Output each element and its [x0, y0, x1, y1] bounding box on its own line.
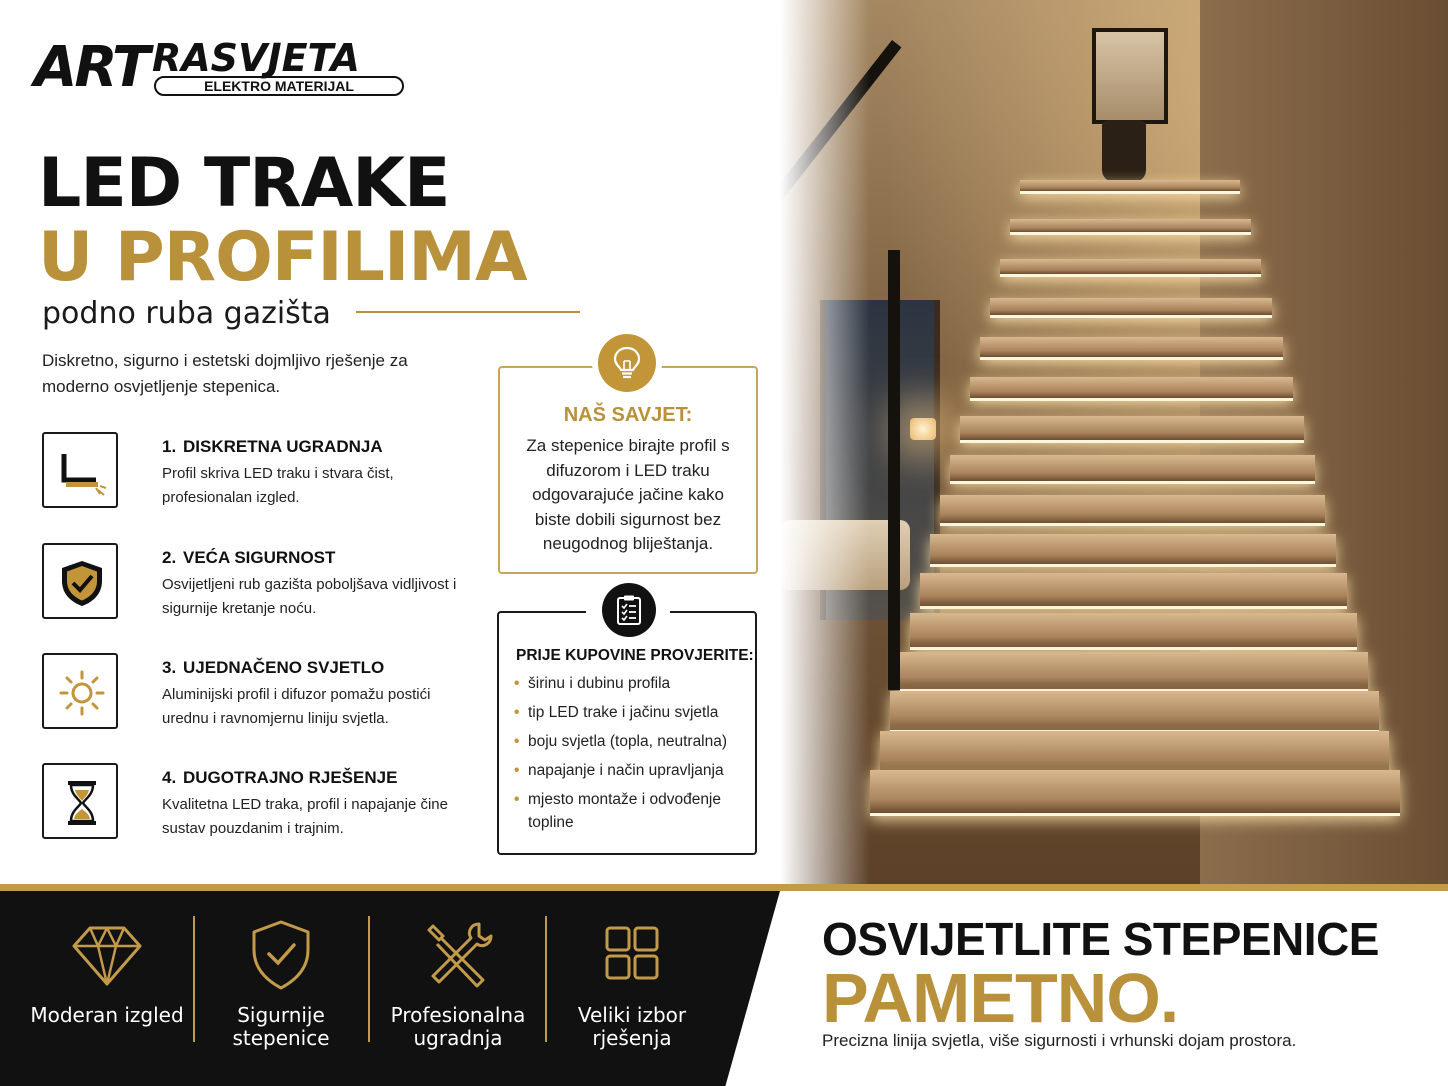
tip-title: NAŠ SAVJET:	[563, 404, 693, 426]
headline-line1: LED TRAKE	[38, 144, 450, 223]
photo-step	[990, 298, 1272, 318]
checklist-badge	[602, 583, 656, 637]
feature-title: VEĆA SIGURNOST	[183, 548, 336, 567]
logo-tagline: ELEKTRO MATERIJAL	[154, 76, 404, 96]
feature-item	[42, 432, 472, 512]
checklist-item: • tip LED trake i jačinu svjetla	[514, 701, 750, 724]
feature-icon-box	[42, 543, 118, 619]
subtitle-divider	[356, 311, 580, 313]
feature-title: DUGOTRAJNO RJEŠENJE	[183, 768, 398, 787]
cta-line1: OSVIJETLITE STEPENICE	[822, 913, 1379, 965]
benefit-item	[196, 918, 366, 1058]
cta-line2: PAMETNO.	[822, 959, 1179, 1037]
feature-text: Profil skriva LED traku i stvara čist, profesionalan izgled.	[162, 465, 394, 506]
feature-text: Osvijetljeni rub gazišta poboljšava vidljivost i sigurnije kretanje noću.	[162, 576, 457, 617]
benefit-item	[547, 918, 717, 1058]
photo-step	[880, 731, 1389, 775]
feature-number: 3.	[162, 658, 177, 677]
photo-step	[1010, 219, 1251, 235]
feature-item	[42, 653, 472, 733]
shield-check-icon	[244, 918, 318, 992]
photo-step	[920, 573, 1347, 608]
feature-text: Kvalitetna LED traka, profil i napajanje čine sustav pouzdanim i trajnim.	[162, 796, 448, 837]
lightbulb-icon	[612, 346, 642, 380]
photo-step	[1000, 259, 1261, 277]
logo-art: ART	[34, 35, 148, 100]
hourglass-icon	[56, 777, 108, 829]
photo-step	[900, 652, 1368, 692]
photo-step	[940, 495, 1325, 526]
checklist-item: • napajanje i način upravljanja	[514, 759, 750, 782]
staircase-photo	[780, 0, 1448, 886]
benefit-label: Sigurnije stepenice	[232, 1003, 330, 1050]
checklist-title: PRIJE KUPOVINE PROVJERITE:	[516, 647, 754, 664]
feature-number: 1.	[162, 437, 177, 456]
checklist-item: • širinu i dubinu profila	[514, 672, 750, 695]
photo-plant-pot	[1102, 120, 1146, 182]
feature-text: Aluminijski profil i difuzor pomažu postići urednu i ravnomjernu liniju svjetla.	[162, 686, 431, 727]
logo-name: RASVJETA	[152, 36, 360, 80]
photo-step	[1020, 180, 1240, 194]
checklist-item: • boju svjetla (topla, neutralna)	[514, 730, 750, 753]
benefit-label: Veliki izbor rješenja	[577, 1003, 687, 1050]
photo-step	[930, 534, 1336, 567]
feature-icon-box	[42, 653, 118, 729]
tools-icon	[421, 918, 495, 992]
feature-number: 2.	[162, 548, 177, 567]
diamond-icon	[70, 918, 144, 992]
cta-text: Precizna linija svjetla, više sigurnosti i vrhunski dojam prostora.	[822, 1031, 1297, 1050]
photo-lamp	[910, 418, 936, 440]
benefit-item	[22, 918, 192, 1058]
checklist-item: • mjesto montaže i odvođenje topline	[514, 788, 750, 834]
photo-handrail-post	[888, 250, 900, 690]
tip-badge	[598, 334, 656, 392]
photo-step	[980, 337, 1283, 360]
checklist-list	[514, 672, 750, 840]
benefit-item	[373, 918, 543, 1058]
photo-step	[970, 377, 1293, 402]
feature-title: UJEDNAČENO SVJETLO	[183, 658, 385, 677]
photo-step	[910, 613, 1357, 650]
feature-icon-box	[42, 432, 118, 508]
grid-icon	[595, 918, 669, 992]
feature-title: DISKRETNA UGRADNJA	[183, 437, 383, 456]
intro-text: Diskretno, sigurno i estetski dojmljivo rješenje za moderno osvjetljenje stepenica.	[42, 351, 408, 396]
feature-number: 4.	[162, 768, 177, 787]
photo-wall-frame	[1092, 28, 1168, 124]
photo-step	[870, 770, 1400, 816]
brand-logo	[34, 35, 414, 100]
photo-fade	[780, 0, 870, 886]
benefit-divider	[193, 916, 195, 1042]
benefit-divider	[368, 916, 370, 1042]
headline-subtitle: podno ruba gazišta	[42, 296, 331, 331]
tip-text: Za stepenice birajte profil s difuzorom i LED traku odgovarajuće jačine kako biste dobili sigurnost bez neugodnog bliještanja.	[526, 436, 730, 553]
photo-step	[960, 416, 1304, 443]
feature-item	[42, 763, 472, 843]
benefit-label: Profesionalna ugradnja	[390, 1003, 526, 1050]
benefit-label: Moderan izgled	[30, 1003, 184, 1027]
clipboard-icon	[616, 594, 642, 626]
headline-line2: U PROFILIMA	[38, 218, 527, 297]
photo-step	[950, 455, 1315, 484]
shield-check-icon	[56, 557, 108, 609]
gold-divider	[0, 884, 1448, 891]
feature-item	[42, 543, 472, 623]
feature-icon-box	[42, 763, 118, 839]
profile-icon	[56, 446, 108, 498]
photo-step	[890, 691, 1379, 733]
sun-icon	[56, 667, 108, 719]
